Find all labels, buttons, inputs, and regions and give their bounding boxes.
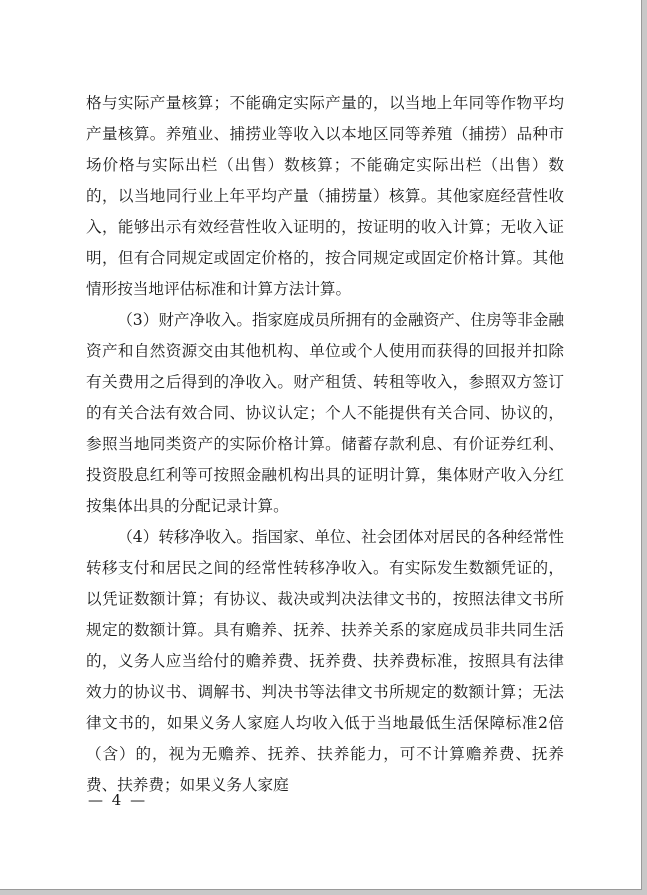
paragraph-property-income: （3）财产净收入。指家庭成员所拥有的金融资产、住房等非金融资产和自然资源交由其他机构、单位或个人使用而获得的回报并扣除有关费用之后得到的净收入。财产租赁、转租等收入，参照双方签订的有关合法有效合同、协议认定；个人不能提供有关合同、协议的，参照当地同类资产的实际价格计算。储蓄存款利息、有价证券红利、投资股息红利等可按照金融机构出具的证明计算，集体财产收入分红按集体出具的分配记录计算。 [86, 311, 564, 515]
page-number: — 4 — [88, 791, 148, 809]
paragraph-continued: 格与实际产量核算；不能确定实际产量的，以当地上年同等作物平均产量核算。养殖业、捕捞业等收入以本地区同等养殖（捕捞）品种市场价格与实际出栏（出售）数核算；不能确定实际出栏（出售）数的，以当地同行业上年平均产量（捕捞量）核算。其他家庭经营性收入，能够出示有效经营性收入证明的，按证明的收入计算；无收入证明，但有合同规定或固定价格的，按合同规定或固定价格计算。其他情形按当地评估标准和计算方法计算。 [86, 94, 564, 298]
paragraph-transfer-income: （4）转移净收入。指国家、单位、社会团体对居民的各种经常性转移支付和居民之间的经常性转移净收入。有实际发生数额凭证的，以凭证数额计算；有协议、裁决或判决法律文书的，按照法律文书所规定的数额计算。具有赡养、抚养、扶养关系的家庭成员非共同生活的，义务人应当给付的赡养费、抚养费、扶养费标准，按照具有法律效力的协议书、调解书、判决书等法律文书所规定的数额计算；无法律文书的，如果义务人家庭人均收入低于当地最低生活保障标准2倍（含）的，视为无赡养、抚养、扶养能力，可不计算赡养费、抚养费、扶养费；如果义务人家庭 [86, 528, 564, 794]
document-body [86, 88, 564, 801]
